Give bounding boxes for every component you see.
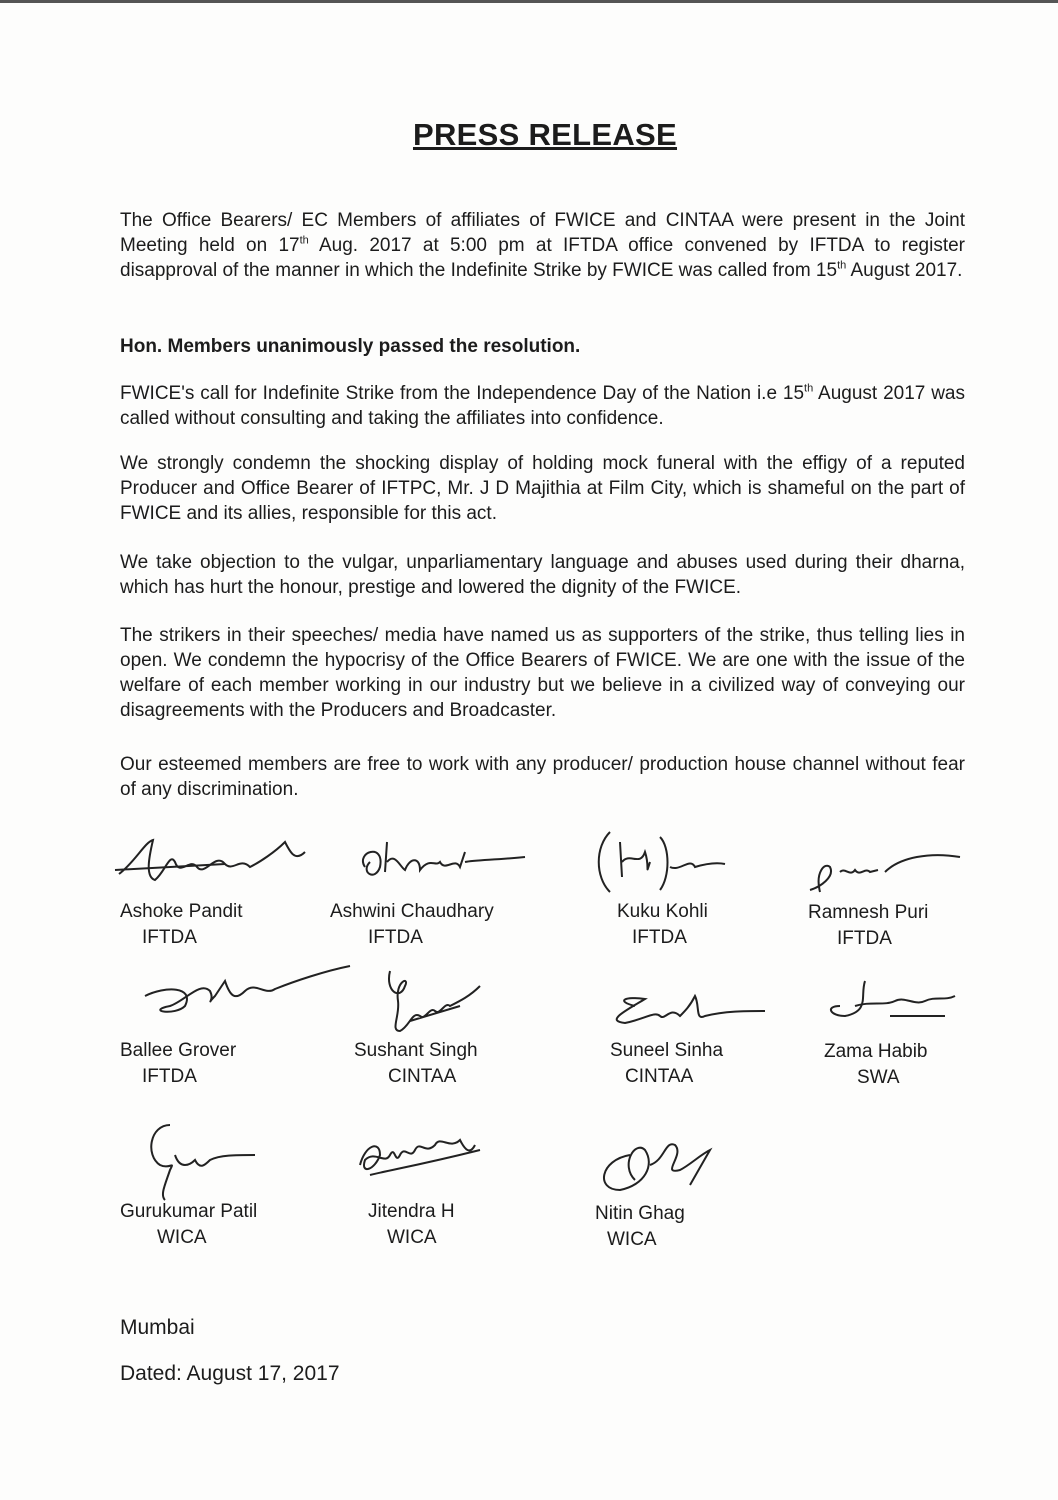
signatory-name: Sushant Singh (354, 1040, 478, 1061)
signature-block (585, 961, 825, 1101)
signatory-org: CINTAA (388, 1066, 457, 1087)
signature-block (800, 822, 1040, 962)
signatory-name: Gurukumar Patil (120, 1201, 258, 1222)
signatory-org: WICA (387, 1227, 437, 1248)
handwritten-signature (115, 822, 335, 902)
signatory-org: IFTDA (837, 928, 892, 949)
place: Mumbai (120, 1316, 195, 1339)
handwritten-signature (350, 961, 550, 1046)
signatory-name: Jitendra H (368, 1201, 455, 1222)
signatory-org: CINTAA (625, 1066, 694, 1087)
handwritten-signature (805, 961, 985, 1046)
handwritten-signature (590, 822, 810, 902)
signatory-org: IFTDA (142, 1066, 197, 1087)
handwritten-signature (115, 961, 355, 1041)
date-line: Dated: August 17, 2017 (120, 1362, 340, 1385)
signature-block (115, 1125, 355, 1265)
handwritten-signature (585, 961, 785, 1046)
signature-block (340, 1125, 580, 1265)
handwritten-signature (800, 822, 1020, 902)
intro-paragraph: The Office Bearers/ EC Members of affiliates of FWICE and CINTAA were present in the Joint Meeting held on 17th Aug. 2017 at 5:00 pm at IFTDA office convened by IFTDA to register disapproval of the manner in which the Indefinite Strike by FWICE was called from 15th August 2017. (120, 210, 966, 281)
scan-edge-line (0, 0, 1058, 3)
signatory-name: Zama Habib (824, 1041, 928, 1062)
signatory-name: Ramnesh Puri (808, 902, 929, 923)
signatory-org: IFTDA (632, 927, 687, 948)
signature-block (115, 961, 355, 1101)
signature-block (325, 822, 565, 962)
signatory-org: WICA (157, 1227, 207, 1248)
signature-block (590, 822, 830, 962)
strike-paragraph: FWICE's call for Indefinite Strike from the Independence Day of the Nation i.e 15th August 2017 was called without consulting and taking the affiliates into confidence. (120, 382, 966, 429)
signature-block (590, 1125, 830, 1265)
signatory-org: IFTDA (142, 927, 197, 948)
handwritten-signature (115, 1125, 315, 1205)
handwritten-signature (590, 1125, 790, 1210)
signatory-name: Ballee Grover (120, 1040, 237, 1061)
strikers-paragraph: The strikers in their speeches/ media have named us as supporters of the strike, thus telling lies in open. We condemn the hypocrisy of the Office Bearers of FWICE. We are one with the issue of the welfare of each member working in our industry but we believe in a civilized way of conveying our disagreements with the Producers and Broadcaster. (120, 625, 965, 721)
signature-block (805, 961, 1045, 1101)
resolution-heading: Hon. Members unanimously passed the resolution. (120, 336, 581, 357)
signatory-org: SWA (857, 1067, 900, 1088)
signature-block (115, 822, 355, 962)
objection-paragraph: We take objection to the vulgar, unparliamentary language and abuses used during their dharna, which has hurt the honour, prestige and lowered the dignity of the FWICE. (120, 552, 965, 598)
signatory-name: Suneel Sinha (610, 1040, 724, 1061)
signatory-name: Ashoke Pandit (120, 901, 243, 922)
condemn-paragraph: We strongly condemn the shocking display of holding mock funeral with the effigy of a reputed Producer and Office Bearer of IFTPC, Mr. J D Majithia at Film City, which is shameful on the part of FWICE and its allies, responsible for this act. (120, 453, 965, 524)
signatory-name: Ashwini Chaudhary (330, 901, 494, 922)
signature-block (350, 961, 590, 1101)
handwritten-signature (325, 822, 545, 902)
signatory-org: WICA (607, 1229, 657, 1250)
signatory-name: Kuku Kohli (617, 901, 708, 922)
signatory-org: IFTDA (368, 927, 423, 948)
signatory-name: Nitin Ghag (595, 1203, 685, 1224)
members-paragraph: Our esteemed members are free to work with any producer/ production house channel without fear of any discrimination. (120, 754, 965, 800)
handwritten-signature (340, 1125, 540, 1205)
page-title: PRESS RELEASE (412, 117, 678, 152)
